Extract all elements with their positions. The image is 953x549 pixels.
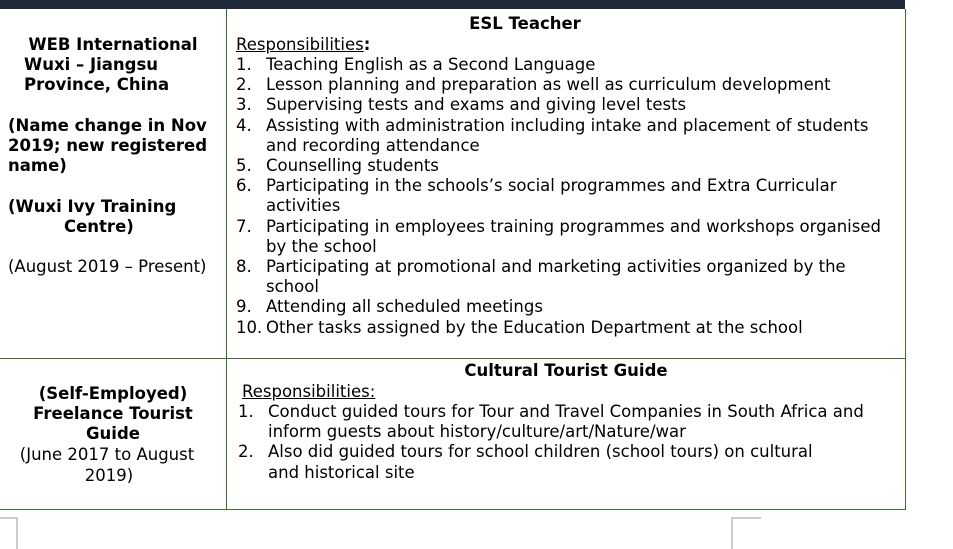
crop-mark-right	[731, 517, 763, 549]
list-item-text: Also did guided tours for school children (school tours) on cultural	[268, 442, 813, 462]
employer-name-line1: (Self-Employed)	[38, 384, 188, 403]
list-item-text: inform guests about history/culture/art/Nature/war	[268, 422, 686, 442]
column-divider	[226, 9, 227, 509]
list-item-text: school	[266, 277, 319, 297]
list-item-text: Assisting with administration including intake and placement of students	[266, 115, 869, 135]
list-item-text: Counselling students	[266, 156, 439, 175]
employer-name-line3: Province, China	[24, 75, 170, 94]
list-item-number: 1.	[238, 402, 254, 421]
employer-note-line3: name)	[8, 156, 67, 175]
employer-former-name-line1: (Wuxi Ivy Training	[8, 197, 177, 216]
employer-name-line2: Freelance Tourist	[33, 404, 193, 423]
list-item-number: 2.	[238, 442, 254, 462]
list-item-number: 3.	[236, 95, 252, 115]
employment-dates-line2: 2019)	[84, 466, 134, 485]
list-item-text: Conduct guided tours for Tour and Travel Companies in South Africa and	[268, 402, 864, 421]
employer-former-name-line2: Centre)	[64, 217, 134, 236]
list-item-text: Participating in employees training programmes and workshops organised	[266, 216, 881, 236]
employment-dates-line1: (June 2017 to August	[19, 445, 195, 464]
list-item-text: Other tasks assigned by the Education Department at the school	[266, 317, 803, 337]
list-item-number: 4.	[236, 115, 252, 135]
list-item-text: and historical site	[268, 462, 415, 482]
job-title: ESL Teacher	[469, 14, 581, 33]
employer-note-line2: 2019; new registered	[8, 136, 208, 155]
row-divider	[0, 358, 905, 359]
responsibilities-label: Responsibilities	[236, 35, 364, 54]
list-item-number: 1.	[236, 55, 252, 74]
list-item-number: 9.	[236, 297, 252, 317]
page-top-border	[0, 0, 905, 9]
list-item-text: Participating in the schools’s social programmes and Extra Curricular	[266, 176, 837, 196]
employer-note-line1: (Name change in Nov	[8, 116, 207, 135]
responsibilities-heading: Responsibilities:	[242, 382, 376, 401]
experience-table	[0, 9, 906, 510]
list-item-text: by the school	[266, 236, 377, 256]
list-item-number: 8.	[236, 257, 252, 276]
list-item-text: and recording attendance	[266, 135, 480, 155]
job-title: Cultural Tourist Guide	[464, 361, 668, 380]
responsibilities-colon: :	[363, 35, 371, 54]
employer-name-line3: Guide	[86, 424, 140, 443]
list-item-number: 5.	[236, 156, 252, 175]
list-item-number: 10.	[236, 317, 263, 337]
employer-name-line2: Wuxi – Jiangsu	[24, 55, 159, 74]
list-item-text: activities	[266, 196, 341, 216]
list-item-text: Lesson planning and preparation as well as curriculum development	[266, 75, 831, 95]
list-item-text: Participating at promotional and marketing activities organized by the	[266, 257, 846, 276]
list-item-text: Supervising tests and exams and giving level tests	[266, 95, 687, 115]
employment-dates: (August 2019 – Present)	[8, 257, 207, 276]
crop-mark-left	[0, 517, 20, 549]
list-item-number: 6.	[236, 176, 252, 196]
employer-name-line1: WEB International	[28, 35, 198, 54]
list-item-number: 7.	[236, 216, 252, 236]
responsibilities-heading	[236, 35, 370, 55]
list-item-number: 2.	[236, 75, 252, 95]
list-item-text: Teaching English as a Second Language	[266, 55, 596, 74]
list-item-text: Attending all scheduled meetings	[266, 297, 543, 317]
